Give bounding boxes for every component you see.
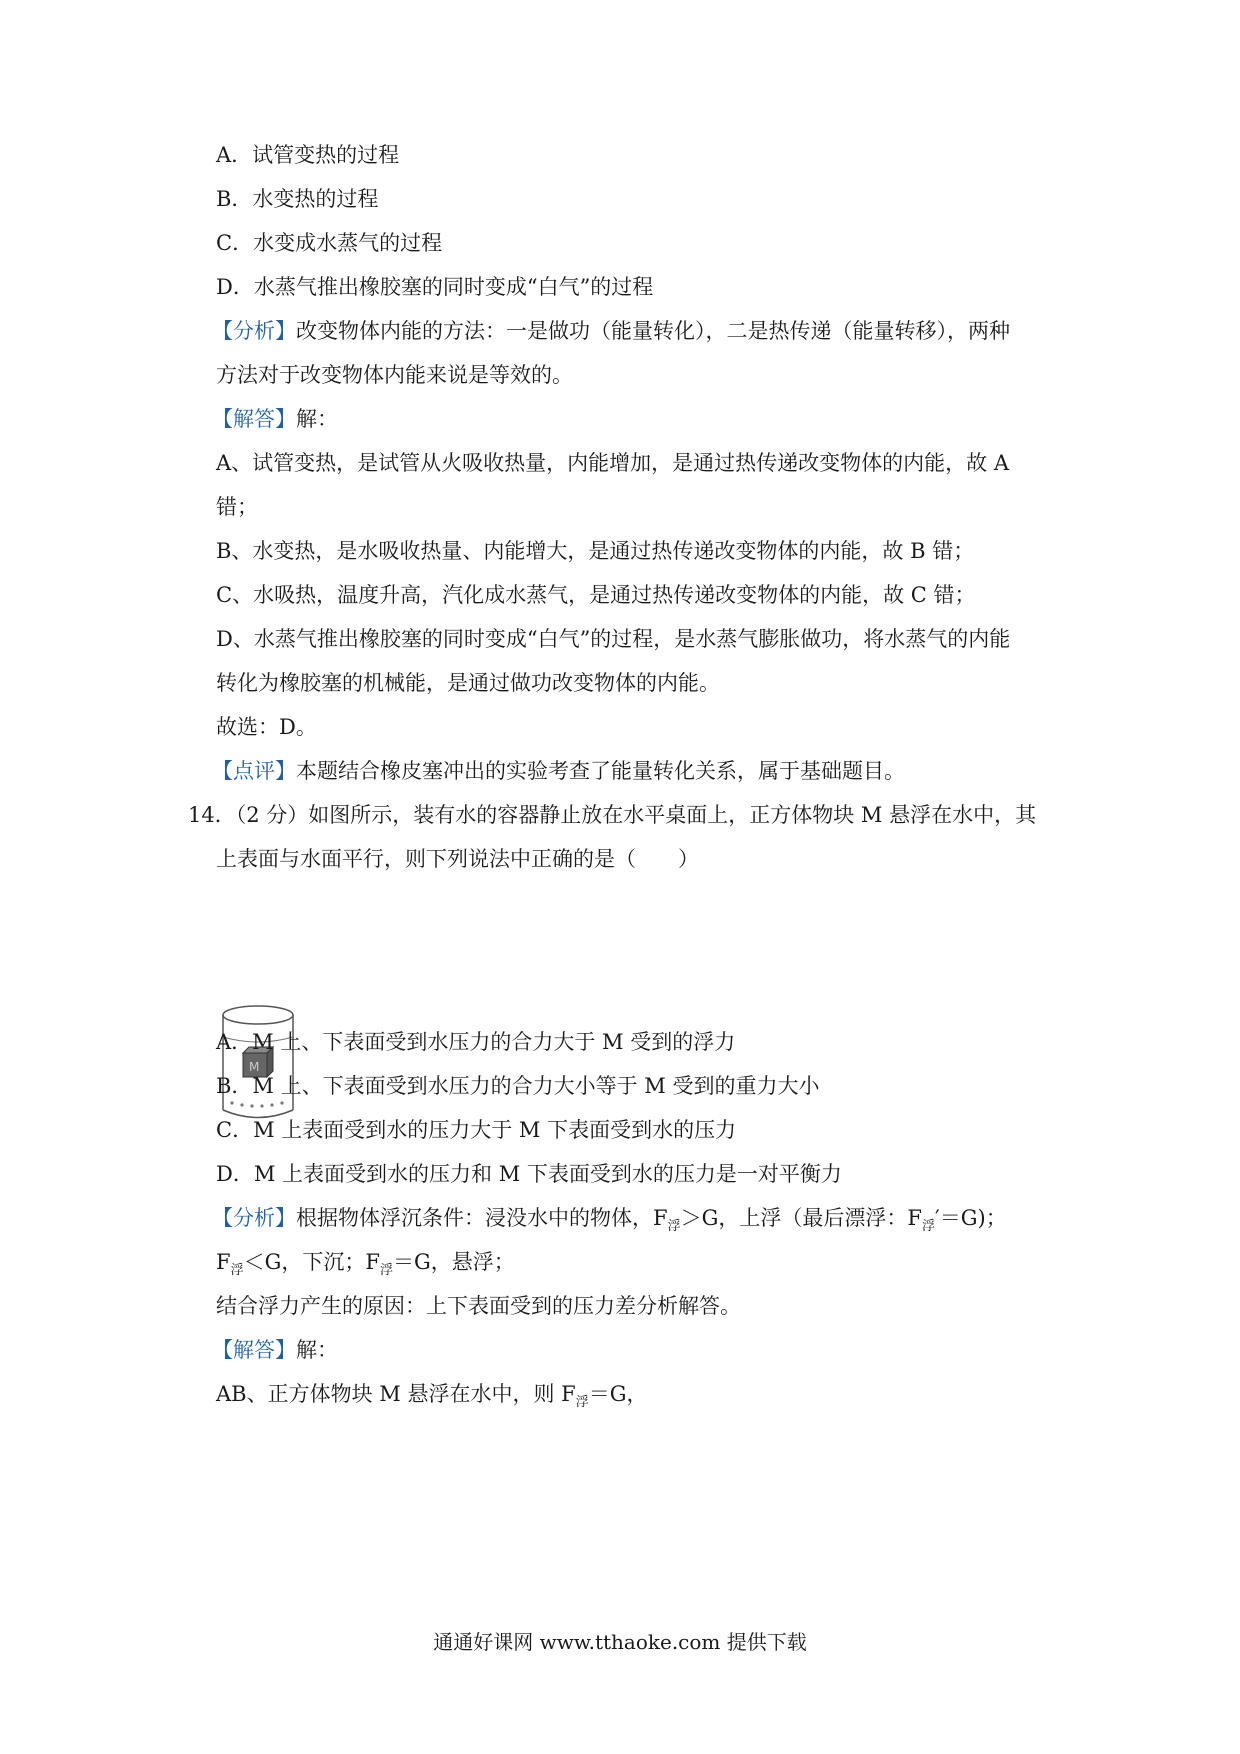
q14-analysis-text: F (216, 1250, 231, 1274)
subscript: 浮 (921, 1219, 935, 1234)
table-dots (230, 1101, 283, 1107)
q14-analysis-text: 根据物体浮沉条件：浸没水中的物体，F (296, 1206, 668, 1230)
answer-heading (212, 404, 338, 434)
subscript: 浮 (379, 1263, 393, 1278)
comment-text: 本题结合橡皮塞冲出的实验考查了能量转化关系，属于基础题目。 (296, 759, 905, 783)
question-14-stem-line2: 上表面与水面平行，则下列说法中正确的是（ ） (216, 847, 699, 871)
answer-line: A、试管变热，是试管从火吸收热量，内能增加，是通过热传递改变物体的内能，故 A (216, 451, 1010, 475)
answer-head: 解： (296, 407, 338, 431)
q14-option-d: D．M 上表面受到水的压力和 M 下表面受到水的压力是一对平衡力 (216, 1162, 842, 1186)
analysis-text-line2: 方法对于改变物体内能来说是等效的。 (216, 363, 573, 387)
q14-answer-head: 解： (296, 1338, 338, 1362)
option-b: B．水变热的过程 (216, 187, 379, 211)
subscript: 浮 (230, 1263, 244, 1278)
beaker-rim (223, 1006, 293, 1024)
q14-answer-heading (212, 1335, 338, 1365)
q14-analysis-text: ′＝G)； (934, 1206, 1007, 1230)
analysis-text: 改变物体内能的方法：一是做功（能量转化），二是热传递（能量转移），两种 (296, 319, 1010, 343)
answer-tag: 【解答】 (212, 407, 296, 431)
subscript: 浮 (575, 1395, 589, 1410)
comment-tag: 【点评】 (212, 759, 296, 783)
analysis-paragraph (212, 316, 1010, 346)
q14-option-b: B．M 上、下表面受到水压力的合力大小等于 M 受到的重力大小 (216, 1074, 820, 1098)
option-d: D．水蒸气推出橡胶塞的同时变成“白气”的过程 (216, 275, 654, 299)
q14-option-a: A．M 上、下表面受到水压力的合力大于 M 受到的浮力 (216, 1030, 736, 1054)
q14-answer-text: ＝G， (588, 1382, 648, 1406)
option-a: A．试管变热的过程 (216, 143, 400, 167)
page-footer: 通通好课网 www.tthaoke.com 提供下载 (433, 1630, 807, 1654)
q14-analysis-text: ＝G，悬浮； (392, 1250, 515, 1274)
beaker-figure (218, 995, 308, 1125)
q14-analysis-text: ＞G，上浮（最后漂浮：F (680, 1206, 922, 1230)
q14-analysis-text: ＜G，下沉；F (243, 1250, 380, 1274)
q14-answer-line1 (216, 1379, 648, 1413)
answer-line: 转化为橡胶塞的机械能，是通过做功改变物体的内能。 (216, 671, 720, 695)
comment-paragraph (212, 756, 905, 786)
q14-analysis-tag: 【分析】 (212, 1206, 296, 1230)
cube-label: M (249, 1060, 260, 1074)
q14-analysis-line2 (216, 1247, 515, 1281)
q14-option-c: C．M 上表面受到水的压力大于 M 下表面受到水的压力 (216, 1118, 737, 1142)
q14-answer-tag: 【解答】 (212, 1338, 296, 1362)
subscript: 浮 (667, 1219, 681, 1234)
q14-analysis-line3: 结合浮力产生的原因：上下表面受到的压力差分析解答。 (216, 1294, 741, 1318)
answer-line: 错； (216, 495, 258, 519)
answer-line: C、水吸热，温度升高，汽化成水蒸气，是通过热传递改变物体的内能，故 C 错； (216, 583, 976, 607)
question-14-stem: 14．（2 分）如图所示，装有水的容器静止放在水平桌面上，正方体物块 M 悬浮在水中，其 (188, 803, 1037, 827)
answer-line: D、水蒸气推出橡胶塞的同时变成“白气”的过程，是水蒸气膨胀做功，将水蒸气的内能 (216, 627, 1011, 651)
q14-analysis-line1 (212, 1203, 1007, 1237)
answer-line: B、水变热，是水吸收热量、内能增大，是通过热传递改变物体的内能，故 B 错； (216, 539, 975, 563)
option-c: C．水变成水蒸气的过程 (216, 231, 443, 255)
answer-line: 故选：D。 (216, 715, 317, 739)
q14-answer-text: AB、正方体物块 M 悬浮在水中，则 F (216, 1382, 576, 1406)
analysis-tag: 【分析】 (212, 319, 296, 343)
